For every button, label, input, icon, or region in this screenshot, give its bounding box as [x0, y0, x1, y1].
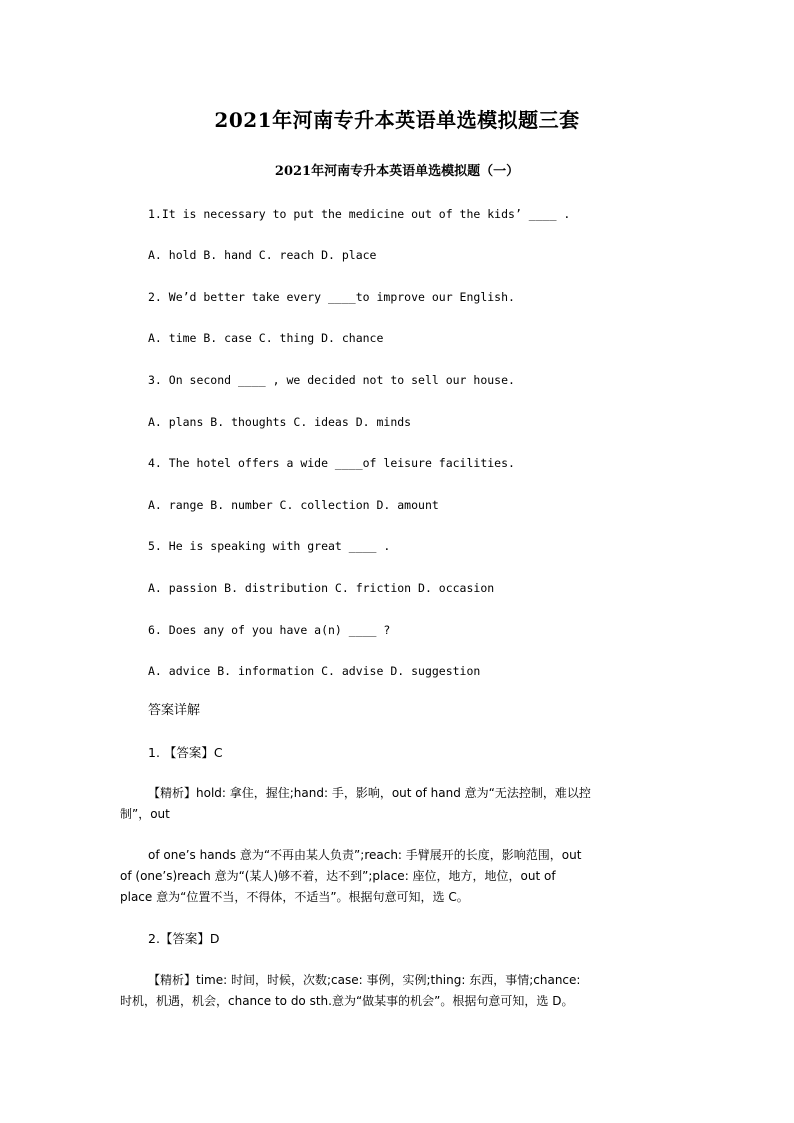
explanation-line: 【精析】time: 时间，时候，次数;case: 事例，实例;thing: 东西，事情;chance: — [148, 973, 581, 987]
answer-explanation — [120, 970, 680, 1012]
answers-heading: 答案详解 — [148, 703, 201, 718]
question-stem: 6. Does any of you have a(n) ____ ? — [148, 623, 391, 637]
question-stem: 2. We’d better take every ____to improve our English. — [148, 290, 515, 304]
explanation-line: 制”，out — [120, 807, 170, 821]
question-options: A. hold B. hand C. reach D. place — [148, 248, 377, 262]
answer-explanation — [120, 783, 680, 825]
question-options: A. time B. case C. thing D. chance — [148, 331, 384, 345]
question-options: A. passion B. distribution C. friction D. occasion — [148, 581, 495, 595]
explanation-line: of one’s hands 意为“不再由某人负责”;reach: 手臂展开的长度，影响范围，out — [148, 848, 582, 862]
answer-label: 1. 【答案】C — [148, 745, 223, 760]
answer-explanation — [120, 845, 680, 908]
answer-label: 2.【答案】D — [148, 931, 220, 946]
question-options: A. range B. number C. collection D. amount — [148, 498, 439, 512]
explanation-line: 【精析】hold: 拿住，握住;hand: 手，影响，out of hand 意为“无法控制，难以控 — [148, 786, 591, 800]
question-stem: 3. On second ____ , we decided not to sell our house. — [148, 373, 515, 387]
question-stem: 1.It is necessary to put the medicine out of the kids’ ____ . — [148, 207, 571, 221]
question-stem: 4. The hotel offers a wide ____of leisure facilities. — [148, 456, 515, 470]
explanation-line: of (one’s)reach 意为“(某人)够不着，达不到”;place: 座位，地方，地位，out of — [120, 869, 556, 883]
question-options: A. plans B. thoughts C. ideas D. minds — [148, 415, 412, 429]
explanation-line: place 意为“位置不当，不得体，不适当”。根据句意可知，选 C。 — [120, 890, 469, 904]
document-title: 2021年河南专升本英语单选模拟题三套 — [214, 108, 580, 132]
explanation-line: 时机，机遇，机会，chance to do sth.意为“做某事的机会”。根据句意可知，选 D。 — [120, 994, 574, 1008]
section-title: 2021年河南专升本英语单选模拟题（一） — [274, 164, 520, 179]
question-options: A. advice B. information C. advise D. suggestion — [148, 664, 481, 678]
question-stem: 5. He is speaking with great ____ . — [148, 539, 391, 553]
